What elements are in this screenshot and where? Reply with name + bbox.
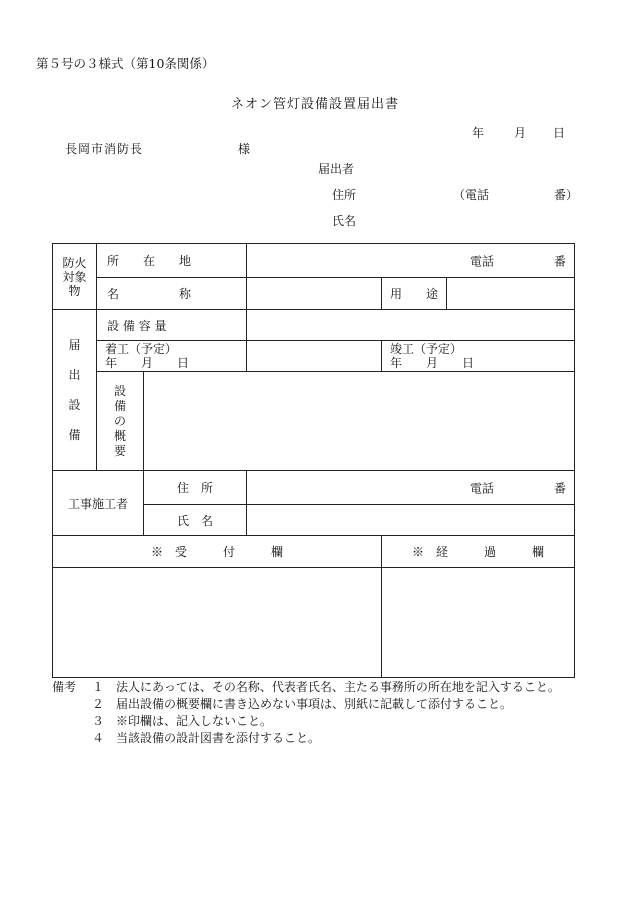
remark-number: ２ xyxy=(92,697,105,711)
applicant-name-label: 氏名 xyxy=(332,214,357,228)
remark-item: 法人にあっては、その名称、代表者氏名、主たる事務所の所在地を記入すること。 xyxy=(116,680,560,694)
reception-header: ※ 受 付 欄 xyxy=(53,536,382,568)
contractor-tel-suffix: 番 xyxy=(554,481,567,495)
remarks-label: 備考 xyxy=(52,680,77,694)
remark-number: ３ xyxy=(92,714,105,728)
location-tel-suffix: 番 xyxy=(554,254,567,268)
remark-item: 届出設備の概要欄に書き込めない事項は、別紙に記載して添付すること。 xyxy=(116,697,513,711)
contractor-name-label: 氏 名 xyxy=(144,505,247,536)
location-label: 所 在 地 xyxy=(97,244,247,278)
location-field[interactable] xyxy=(247,244,575,278)
capacity-label: 設 備 容 量 xyxy=(97,310,247,341)
location-tel-label: 電話 xyxy=(470,254,495,268)
contractor-tel-label: 電話 xyxy=(470,481,495,495)
reception-field xyxy=(53,568,382,678)
remark-number: ４ xyxy=(92,731,105,745)
name-label: 名 称 xyxy=(97,278,247,310)
use-label: 用 途 xyxy=(382,278,447,310)
date-day-label: 日 xyxy=(553,126,566,140)
overview-label: 設備の概要 xyxy=(97,372,144,471)
progress-header: ※ 経 過 欄 xyxy=(382,536,575,568)
applicant-tel-suffix: 番） xyxy=(554,188,579,202)
contractor-header: 工事施工者 xyxy=(53,471,144,536)
document-title: ネオン管灯設備設置届出書 xyxy=(230,97,399,112)
start-date-label: 着工（予定） 年 月 日 xyxy=(97,341,247,372)
remarks xyxy=(52,679,560,747)
finish-date-label: 竣工（予定） 年 月 日 xyxy=(382,341,575,372)
use-field[interactable] xyxy=(447,278,575,310)
applicant-address-label: 住所 xyxy=(332,188,357,202)
honorific: 様 xyxy=(238,142,251,156)
applicant-label: 届出者 xyxy=(318,162,355,176)
contractor-name-field[interactable] xyxy=(247,505,575,536)
application-form-table xyxy=(52,243,575,678)
start-date-field[interactable] xyxy=(247,341,382,372)
overview-field[interactable] xyxy=(144,372,575,471)
date-year-label: 年 xyxy=(472,126,485,140)
report-equipment-header: 届出設備 xyxy=(53,310,97,471)
applicant-tel-label: （電話 xyxy=(453,188,490,202)
addressee: 長岡市消防長 xyxy=(65,142,144,156)
form-code: 第５号の３様式（第10条関係） xyxy=(36,56,215,71)
fire-target-header: 防火対象物 xyxy=(53,244,97,310)
progress-field xyxy=(382,568,575,678)
contractor-address-field[interactable] xyxy=(247,471,575,505)
date-month-label: 月 xyxy=(514,126,527,140)
contractor-address-label: 住 所 xyxy=(144,471,247,505)
remark-item: 当該設備の設計図書を添付すること。 xyxy=(116,731,321,745)
remark-number: １ xyxy=(92,680,105,694)
name-field[interactable] xyxy=(247,278,382,310)
capacity-field[interactable] xyxy=(247,310,575,341)
remark-item: ※印欄は、記入しないこと。 xyxy=(116,714,273,728)
